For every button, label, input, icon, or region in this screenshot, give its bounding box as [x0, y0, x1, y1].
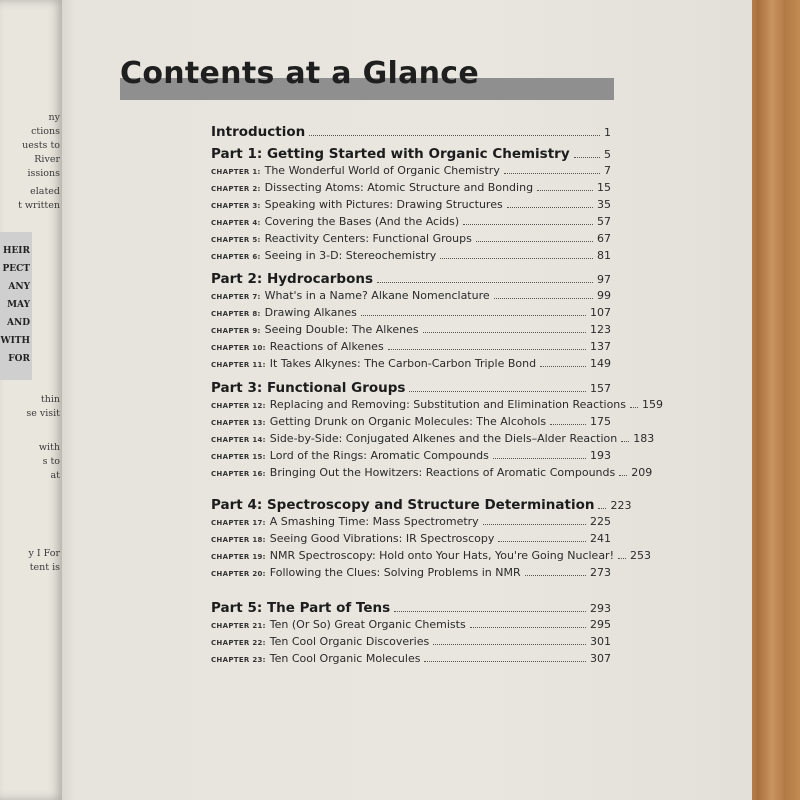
chapter-label: CHAPTER 15:	[211, 453, 266, 461]
chapter-label: CHAPTER 14:	[211, 436, 266, 444]
chapter-label: CHAPTER 21:	[211, 622, 266, 630]
toc-chapter-entry	[211, 515, 611, 528]
facing-text: tent is	[29, 562, 60, 573]
dot-leader	[537, 190, 593, 191]
toc-chapter-entry	[211, 340, 611, 353]
toc-chapter-entry	[211, 652, 611, 665]
facing-text: MAY	[7, 300, 30, 310]
page-number: 35	[597, 198, 611, 211]
toc-chapter-entry	[211, 549, 651, 562]
chapter-label: CHAPTER 8:	[211, 310, 261, 318]
dot-leader	[361, 315, 586, 316]
page-number: 253	[630, 549, 651, 562]
toc-chapter-entry	[211, 635, 611, 648]
entry-title: Reactivity Centers: Functional Groups	[264, 232, 472, 245]
toc-chapter-entry	[211, 415, 611, 428]
toc-part-entry	[211, 146, 611, 162]
page-number: 81	[597, 249, 611, 262]
page-number: 5	[604, 148, 611, 161]
entry-title: It Takes Alkynes: The Carbon-Carbon Triple Bond	[269, 357, 537, 370]
entry-title: A Smashing Time: Mass Spectrometry	[269, 515, 479, 528]
page-number: 137	[590, 340, 611, 353]
dot-leader	[433, 644, 586, 645]
entry-title: Lord of the Rings: Aromatic Compounds	[269, 449, 489, 462]
entry-title: Covering the Bases (And the Acids)	[264, 215, 460, 228]
entry-title: Speaking with Pictures: Drawing Structures	[264, 198, 503, 211]
facing-text: thin	[40, 394, 60, 405]
page-number: 223	[610, 499, 632, 512]
facing-text: PECT	[2, 264, 30, 274]
chapter-label: CHAPTER 20:	[211, 570, 266, 578]
facing-text: ny	[48, 112, 60, 123]
toc-chapter-entry	[211, 618, 611, 631]
entry-title: The Wonderful World of Organic Chemistry	[264, 164, 500, 177]
chapter-label: CHAPTER 7:	[211, 293, 261, 301]
dot-leader	[423, 332, 586, 333]
dot-leader	[618, 558, 626, 559]
entry-title: Getting Drunk on Organic Molecules: The Alcohols	[269, 415, 547, 428]
entry-title: Seeing in 3-D: Stereochemistry	[264, 249, 437, 262]
toc-chapter-entry	[211, 532, 611, 545]
chapter-label: CHAPTER 18:	[211, 536, 266, 544]
page-number: 99	[597, 289, 611, 302]
entry-title: Following the Clues: Solving Problems in NMR	[269, 566, 521, 579]
dot-leader	[388, 349, 586, 350]
page-number: 157	[590, 382, 611, 395]
page-number: 159	[642, 398, 664, 411]
entry-title: Introduction	[211, 124, 306, 140]
dot-leader	[494, 298, 593, 299]
page-number: 273	[590, 566, 611, 579]
entry-title: Drawing Alkanes	[264, 306, 357, 319]
toc-part-entry	[211, 497, 632, 513]
chapter-label: CHAPTER 2:	[211, 185, 261, 193]
chapter-label: CHAPTER 11:	[211, 361, 266, 369]
dot-leader	[409, 391, 586, 392]
chapter-label: CHAPTER 5:	[211, 236, 261, 244]
dot-leader	[309, 135, 600, 136]
entry-title: Side-by-Side: Conjugated Alkenes and the Diels–Alder Reaction	[269, 432, 618, 445]
page-number: 1	[604, 126, 611, 139]
dot-leader	[507, 207, 593, 208]
dot-leader	[504, 173, 600, 174]
entry-title: Reactions of Alkenes	[269, 340, 384, 353]
facing-text: se visit	[26, 408, 60, 419]
entry-title: Seeing Double: The Alkenes	[264, 323, 419, 336]
chapter-label: CHAPTER 13:	[211, 419, 266, 427]
dot-leader	[550, 424, 586, 425]
dot-leader	[498, 541, 586, 542]
page-number: 209	[631, 466, 653, 479]
page-number: 183	[633, 432, 655, 445]
page-number: 301	[590, 635, 611, 648]
facing-text: WITH	[0, 336, 30, 346]
facing-text: y I For	[28, 548, 60, 559]
chapter-label: CHAPTER 22:	[211, 639, 266, 647]
facing-notice-box	[0, 232, 32, 380]
facing-text: at	[50, 470, 60, 481]
toc-chapter-entry	[211, 466, 653, 479]
page-number: 123	[590, 323, 611, 336]
dot-leader	[476, 241, 593, 242]
page-number: 307	[590, 652, 611, 665]
page-number: 67	[597, 232, 611, 245]
toc-chapter-entry	[211, 323, 611, 336]
facing-text: River	[34, 154, 60, 165]
dot-leader	[574, 157, 600, 158]
toc-part-entry	[211, 600, 611, 616]
chapter-label: CHAPTER 3:	[211, 202, 261, 210]
facing-page	[0, 0, 64, 800]
dot-leader	[463, 224, 593, 225]
toc-part-entry	[211, 380, 611, 396]
chapter-label: CHAPTER 6:	[211, 253, 261, 261]
dot-leader	[470, 627, 586, 628]
dot-leader	[540, 366, 586, 367]
toc-chapter-entry	[211, 198, 611, 211]
entry-title: Ten (Or So) Great Organic Chemists	[269, 618, 466, 631]
entry-title: Part 1: Getting Started with Organic Chemistry	[211, 146, 570, 162]
page-number: 193	[590, 449, 611, 462]
facing-text: FOR	[8, 354, 30, 364]
toc-chapter-entry	[211, 232, 611, 245]
entry-title: Part 4: Spectroscopy and Structure Determination	[211, 497, 595, 513]
chapter-label: CHAPTER 19:	[211, 553, 266, 561]
entry-title: Seeing Good Vibrations: IR Spectroscopy	[269, 532, 495, 545]
chapter-label: CHAPTER 4:	[211, 219, 261, 227]
page-title: Contents at a Glance	[120, 56, 480, 91]
page-number: 107	[590, 306, 611, 319]
chapter-label: CHAPTER 16:	[211, 470, 266, 478]
facing-text: ANY	[8, 282, 30, 292]
entry-title: Replacing and Removing: Substitution and Elimination Reactions	[269, 398, 627, 411]
facing-text: issions	[27, 168, 60, 179]
dot-leader	[483, 524, 586, 525]
entry-title: Ten Cool Organic Discoveries	[269, 635, 430, 648]
toc-part-entry	[211, 271, 611, 287]
dot-leader	[377, 282, 593, 283]
chapter-label: CHAPTER 9:	[211, 327, 261, 335]
dot-leader	[598, 508, 606, 509]
facing-text: ctions	[31, 126, 60, 137]
entry-title: Part 5: The Part of Tens	[211, 600, 391, 616]
facing-text: HEIR	[2, 246, 30, 256]
dot-leader	[621, 441, 629, 442]
page-number: 241	[590, 532, 611, 545]
dot-leader	[619, 475, 627, 476]
toc-chapter-entry	[211, 566, 611, 579]
entry-title: Dissecting Atoms: Atomic Structure and Bonding	[264, 181, 534, 194]
entry-title: Ten Cool Organic Molecules	[269, 652, 421, 665]
page-number: 149	[590, 357, 611, 370]
toc-chapter-entry	[211, 398, 664, 411]
entry-title: Part 3: Functional Groups	[211, 380, 406, 396]
page-number: 293	[590, 602, 611, 615]
dot-leader	[424, 661, 586, 662]
toc-chapter-entry	[211, 432, 655, 445]
toc-chapter-entry	[211, 215, 611, 228]
toc-chapter-entry	[211, 164, 611, 177]
facing-text: t written	[18, 200, 60, 211]
entry-title: NMR Spectroscopy: Hold onto Your Hats, You're Going Nuclear!	[269, 549, 614, 562]
toc-chapter-entry	[211, 449, 611, 462]
dot-leader	[630, 407, 638, 408]
page-number: 225	[590, 515, 611, 528]
entry-title: Part 2: Hydrocarbons	[211, 271, 373, 287]
entry-title: Bringing Out the Howitzers: Reactions of Aromatic Compounds	[269, 466, 616, 479]
toc-chapter-entry	[211, 181, 611, 194]
page-number: 7	[604, 164, 611, 177]
page-number: 175	[590, 415, 611, 428]
chapter-label: CHAPTER 10:	[211, 344, 266, 352]
chapter-label: CHAPTER 12:	[211, 402, 266, 410]
facing-text: AND	[6, 318, 30, 328]
page-number: 295	[590, 618, 611, 631]
facing-text: elated	[30, 186, 60, 197]
entry-title: What's in a Name? Alkane Nomenclature	[264, 289, 490, 302]
dot-leader	[394, 611, 586, 612]
facing-text: uests to	[22, 140, 60, 151]
page-number: 15	[597, 181, 611, 194]
toc-part-entry	[211, 124, 611, 140]
chapter-label: CHAPTER 1:	[211, 168, 261, 176]
dot-leader	[440, 258, 593, 259]
chapter-label: CHAPTER 17:	[211, 519, 266, 527]
toc-chapter-entry	[211, 249, 611, 262]
dot-leader	[493, 458, 586, 459]
facing-text: s to	[42, 456, 60, 467]
dot-leader	[525, 575, 586, 576]
page-number: 57	[597, 215, 611, 228]
toc-chapter-entry	[211, 357, 611, 370]
toc-chapter-entry	[211, 289, 611, 302]
chapter-label: CHAPTER 23:	[211, 656, 266, 664]
facing-text: with	[38, 442, 60, 453]
toc-chapter-entry	[211, 306, 611, 319]
page-number: 97	[597, 273, 611, 286]
